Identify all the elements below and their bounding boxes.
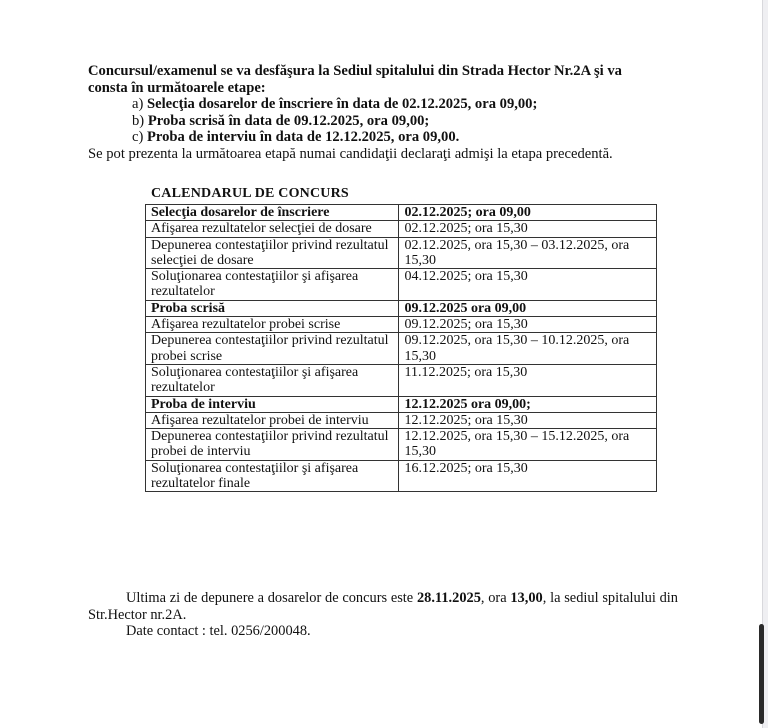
calendar-activity: Afişarea rezultatelor probei scrise — [146, 317, 399, 333]
contact-line: Date contact : tel. 0256/200048. — [126, 623, 311, 639]
calendar-activity: Selecţia dosarelor de înscriere — [146, 205, 399, 221]
calendar-activity: Depunerea contestaţiilor privind rezultatul probei scrise — [146, 333, 399, 365]
stage-c — [88, 129, 688, 146]
intro-line-1: Concursul/examenul se va desfăşura la Sediul spitalului din Strada Hector Nr.2A şi va — [88, 63, 622, 79]
calendar-date: 02.12.2025; ora 09,00 — [399, 205, 657, 221]
calendar-row — [146, 429, 657, 461]
stage-b-text: Proba scrisă în data de 09.12.2025, ora 09,00; — [147, 112, 430, 129]
scrollbar-thumb[interactable] — [759, 624, 764, 724]
calendar-row — [146, 317, 657, 333]
calendar-date: 02.12.2025; ora 15,30 — [399, 221, 657, 237]
intro-section — [88, 63, 688, 162]
calendar-date: 04.12.2025; ora 15,30 — [399, 269, 657, 301]
stage-c-letter: c) — [132, 129, 144, 145]
calendar-date: 09.12.2025, ora 15,30 – 10.12.2025, ora 15,30 — [399, 333, 657, 365]
calendar-activity: Soluţionarea contestaţiilor şi afişarea rezultatelor finale — [146, 460, 399, 492]
footer-section — [88, 590, 678, 640]
calendar-row — [146, 460, 657, 492]
deadline-date: 28.11.2025 — [416, 590, 481, 606]
deadline-time: 13,00 — [510, 590, 543, 606]
stage-a — [88, 96, 688, 113]
deadline-paragraph — [88, 590, 678, 623]
calendar-activity: Afişarea rezultatelor probei de interviu — [146, 412, 399, 428]
stage-a-letter: a) — [132, 96, 144, 112]
calendar-activity: Depunerea contestaţiilor privind rezultatul selecţiei de dosare — [146, 237, 399, 269]
calendar-row — [146, 412, 657, 428]
calendar-activity: Depunerea contestaţiilor privind rezultatul probei de interviu — [146, 429, 399, 461]
calendar-date: 12.12.2025; ora 15,30 — [399, 412, 657, 428]
calendar-activity: Soluţionarea contestaţiilor şi afişarea rezultatelor — [146, 269, 399, 301]
deadline-prefix: Ultima zi de depunere a dosarelor de concurs este — [126, 590, 417, 606]
calendar-date: 09.12.2025 ora 09,00 — [399, 300, 657, 316]
calendar-date: 11.12.2025; ora 15,30 — [399, 364, 657, 396]
calendar-row — [146, 364, 657, 396]
calendar-date: 12.12.2025 ora 09,00; — [399, 396, 657, 412]
calendar-row — [146, 333, 657, 365]
deadline-mid: , ora — [480, 590, 511, 606]
intro-note: Se pot prezenta la următoarea etapă numai candidaţii declaraţi admişi la etapa precedentă. — [88, 145, 613, 162]
stage-a-text: Selecţia dosarelor de înscriere în data de 02.12.2025, ora 09,00; — [147, 96, 538, 112]
calendar-date: 02.12.2025, ora 15,30 – 03.12.2025, ora 15,30 — [399, 237, 657, 269]
calendar-title: CALENDARUL DE CONCURS — [151, 186, 349, 201]
calendar-row — [146, 300, 657, 316]
stage-b — [88, 113, 688, 130]
calendar-date: 12.12.2025, ora 15,30 – 15.12.2025, ora 15,30 — [399, 429, 657, 461]
calendar-row — [146, 269, 657, 301]
calendar-row — [146, 221, 657, 237]
calendar-row — [146, 237, 657, 269]
intro-line-2: consta în următoarele etape: — [88, 79, 266, 96]
stage-c-text: Proba de interviu în data de 12.12.2025, ora 09,00. — [147, 129, 460, 145]
calendar-activity: Proba scrisă — [146, 300, 399, 316]
stage-b-letter: b) — [132, 112, 145, 129]
calendar-activity: Soluţionarea contestaţiilor şi afişarea rezultatelor — [146, 364, 399, 396]
calendar-date: 16.12.2025; ora 15,30 — [399, 460, 657, 492]
calendar-table — [145, 204, 657, 492]
calendar-row — [146, 396, 657, 412]
calendar-row — [146, 205, 657, 221]
deadline-suffix: , la sediul spitalului din Str.Hector nr.2A. — [88, 590, 679, 623]
calendar-activity: Afişarea rezultatelor selecţiei de dosare — [146, 221, 399, 237]
calendar-activity: Proba de interviu — [146, 396, 399, 412]
calendar-date: 09.12.2025; ora 15,30 — [399, 317, 657, 333]
